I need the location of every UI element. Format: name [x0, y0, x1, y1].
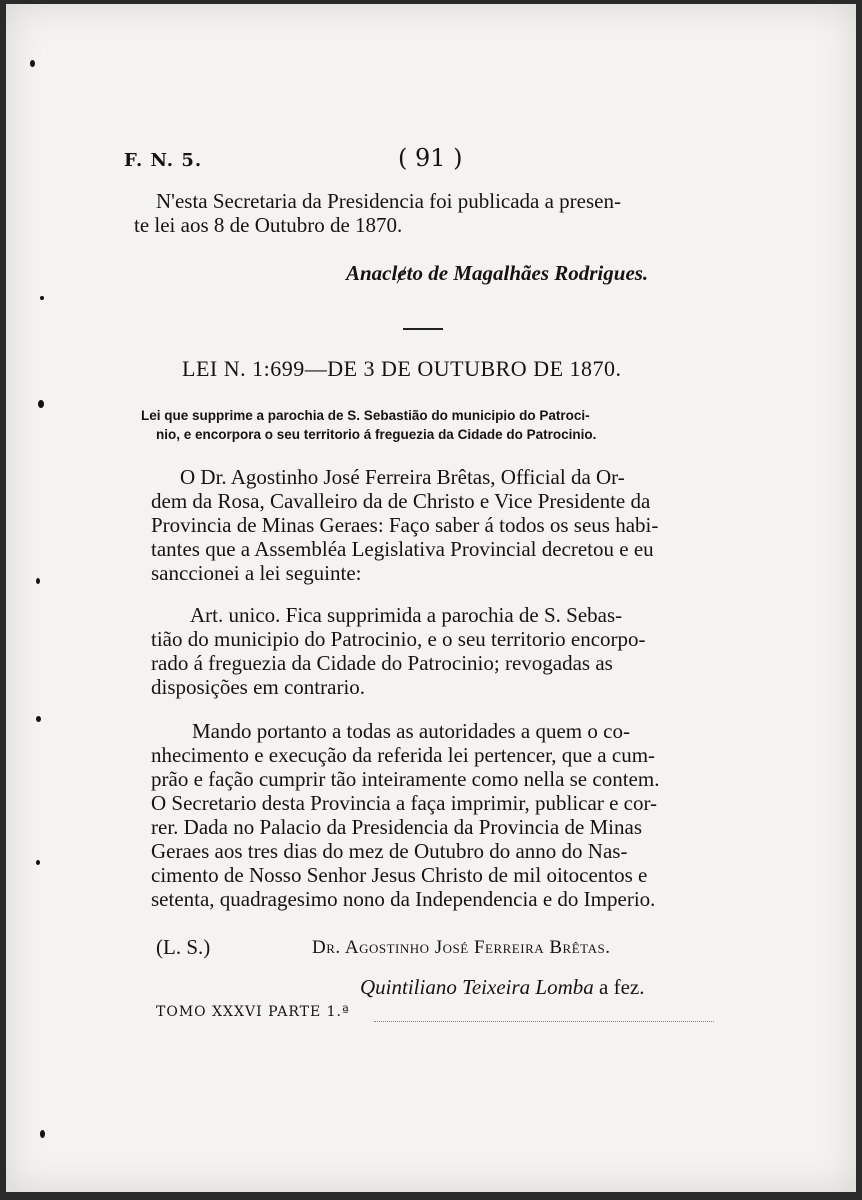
law-title: LEI N. 1:699—DE 3 DE OUTUBRO DE 1870. [182, 356, 622, 381]
page-number: ( 91 ) [398, 144, 463, 172]
preamble-line: tantes que a Assembléa Legislativa Provincial decretou e eu [151, 537, 654, 561]
closing-line: Mando portanto a todas as autoridades a quem o co- [192, 719, 630, 743]
section-divider [403, 328, 443, 330]
closing-line: nhecimento e execução da referida lei pertencer, que a cum- [151, 743, 656, 767]
preamble-line: Provincia de Minas Geraes: Faço saber á todos os seus habi- [151, 513, 659, 537]
article-line: disposições em contrario. [151, 675, 366, 699]
preamble-line: O Dr. Agostinho José Ferreira Brêtas, Official da Or- [180, 465, 625, 489]
footer-dotted-line [374, 1021, 714, 1022]
preamble-line: dem da Rosa, Cavalleiro da de Christo e Vice Presidente da [151, 489, 651, 513]
header-reference: F. N. 5. [124, 150, 203, 171]
seal-mark: (L. S.) [156, 935, 211, 959]
preamble-line: sanccionei a lei seguinte: [151, 561, 362, 585]
publication-note-line2: te lei aos 8 de Outubro de 1870. [134, 213, 403, 237]
closing-line: Geraes aos tres dias do mez de Outubro do anno do Nas- [151, 839, 628, 863]
clerk-line [360, 976, 644, 1000]
article-line: Art. unico. Fica supprimida a parochia de S. Sebas- [190, 603, 623, 627]
closing-line: cimento de Nosso Senhor Jesus Christo de mil oitocentos e [151, 863, 648, 887]
publication-note-line1: N'esta Secretaria da Presidencia foi publicada a presen- [156, 189, 621, 213]
document-page [6, 4, 856, 1192]
law-summary-line1: Lei que supprime a parochia de S. Sebastião do municipio do Patroci- [141, 408, 590, 423]
clerk-name: Quintiliano Teixeira Lomba [360, 975, 594, 999]
law-summary-line2: nio, e encorpora o seu territorio á freguezia da Cidade do Patrocinio. [156, 427, 597, 442]
article-line: rado á freguezia da Cidade do Patrocinio; revogadas as [151, 651, 613, 675]
closing-line: rer. Dada no Palacio da Presidencia da Provincia de Minas [151, 815, 643, 839]
article-line: tião do municipio do Patrocinio, e o seu territorio encorpo- [151, 627, 646, 651]
closing-line: prão e fação cumprir tão inteiramente como nella se contem. [151, 767, 660, 791]
publication-signature: Anaclɇto de Magalhães Rodrigues. [346, 261, 649, 285]
closing-line: setenta, quadragesimo nono da Independencia e do Imperio. [151, 887, 656, 911]
closing-line: O Secretario desta Provincia a faça imprimir, publicar e cor- [151, 791, 658, 815]
clerk-suffix: a fez. [593, 975, 645, 999]
volume-footer: TOMO XXXVI PARTE 1.ª [156, 1004, 350, 1020]
signatory-name: Dr. Agostinho José Ferreira Brêtas. [312, 937, 611, 958]
